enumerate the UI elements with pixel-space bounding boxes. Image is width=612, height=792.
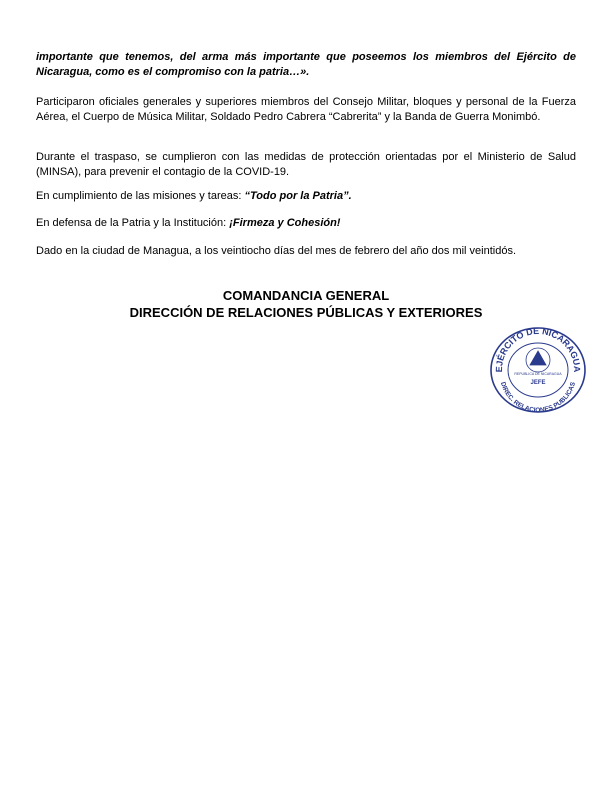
signature-line-2: DIRECCIÓN DE RELACIONES PÚBLICAS Y EXTERIORES xyxy=(129,305,483,320)
seal-icon xyxy=(488,324,588,414)
protection-paragraph: Durante el traspaso, se cumplieron con las medidas de protección orientadas por el Ministerio de Salud (MINSA), para prevenir el contagio de la COVID-19. xyxy=(36,151,576,178)
defense-paragraph xyxy=(36,216,576,231)
defense-motto: ¡Firmeza y Cohesión! xyxy=(229,217,341,229)
missions-motto: “Todo por la Patria”. xyxy=(244,190,352,202)
signature-line-1: COMANDANCIA GENERAL xyxy=(222,288,390,303)
dated-paragraph: Dado en la ciudad de Managua, a los veintiocho días del mes de febrero del año dos mil veintidós. xyxy=(36,245,517,257)
signature-block xyxy=(36,287,576,321)
missions-paragraph xyxy=(36,189,576,204)
svg-text:JEFE: JEFE xyxy=(530,380,546,386)
missions-lead: En cumplimiento de las misiones y tareas: xyxy=(36,190,245,202)
official-seal-stamp xyxy=(488,324,588,414)
defense-lead: En defensa de la Patria y la Institución: xyxy=(36,217,230,229)
intro-quote-paragraph: importante que tenemos, del arma más importante que poseemos los miembros del Ejército de Nicaragua, como es el compromiso con la patria…». xyxy=(36,51,576,78)
svg-text:EJÉRCITO DE NICARAGUA: EJÉRCITO DE NICARAGUA xyxy=(493,325,583,373)
participants-paragraph: Participaron oficiales generales y superiores miembros del Consejo Militar, bloques y personal de la Fuerza Aérea, el Cuerpo de Música Militar, Soldado Pedro Cabrera “Cabrerita” y la Banda de Guerra Monimbó. xyxy=(36,96,576,123)
svg-text:DIREC. RELACIONES PUBLICAS: DIREC. RELACIONES PUBLICAS xyxy=(499,381,577,414)
svg-text:REPUBLICA DE NICARAGUA: REPUBLICA DE NICARAGUA xyxy=(514,372,562,376)
